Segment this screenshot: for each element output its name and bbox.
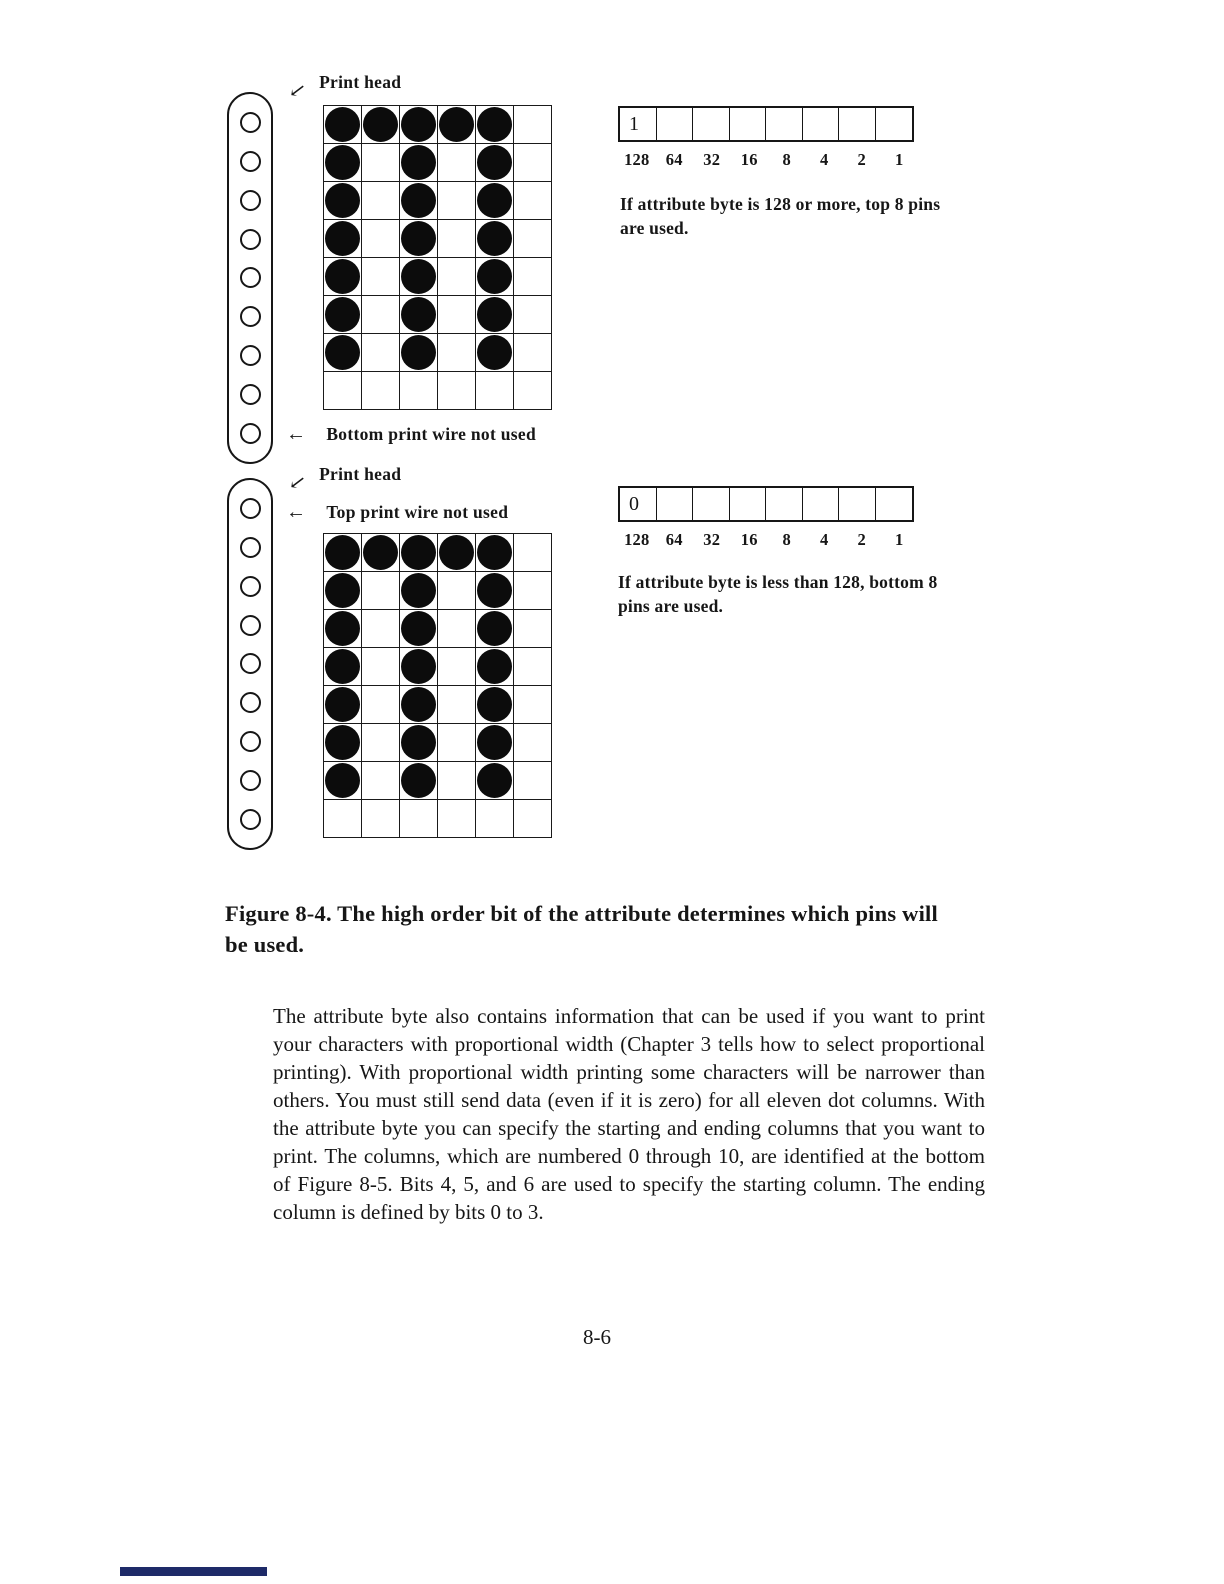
- grid-cell: [438, 534, 476, 572]
- grid-cell: [324, 220, 362, 258]
- grid-cell: [438, 724, 476, 762]
- byte-bit-cell: [730, 108, 767, 140]
- grid-cell: [438, 648, 476, 686]
- grid-cell: [514, 106, 552, 144]
- grid-cell: [514, 258, 552, 296]
- grid-cell: [476, 534, 514, 572]
- scan-artifact-bar: [120, 1567, 267, 1576]
- printed-dot: [363, 535, 398, 570]
- grid-cell: [400, 144, 438, 182]
- printed-dot: [401, 535, 436, 570]
- body-paragraph: The attribute byte also contains information that can be used if you want to print your characters with proportional width (Chapter 3 tells how to select proportional printing). With proportional width printing some characters will be narrower than others. You must still send data (even if it is zero) for all eleven dot columns. With the attribute byte you can specify the starting and ending columns that you want to print. The columns, which are numbered 0 through 10, are identified at the bottom of Figure 8-5. Bits 4, 5, and 6 are used to specify the starting column. The ending column is defined by bits 0 to 3.: [273, 1004, 985, 1224]
- byte-bit-cell: [693, 108, 730, 140]
- grid-cell: [438, 372, 476, 410]
- grid-cell: [400, 182, 438, 220]
- printed-dot: [401, 573, 436, 608]
- byte-bit-cell: [730, 488, 767, 520]
- printed-dot: [477, 335, 512, 370]
- grid-cell: [476, 610, 514, 648]
- printed-dot: [477, 221, 512, 256]
- byte-value-cell: 0: [620, 488, 657, 520]
- bit-weight-scale-bottom: [618, 530, 918, 550]
- grid-cell: [400, 534, 438, 572]
- byte-value-cell: 1: [620, 108, 657, 140]
- printed-dot: [325, 183, 360, 218]
- byte-bit-cell: [657, 108, 694, 140]
- grid-cell: [400, 296, 438, 334]
- printed-dot: [401, 297, 436, 332]
- grid-cell: [362, 800, 400, 838]
- grid-cell: [324, 724, 362, 762]
- grid-cell: [514, 686, 552, 724]
- print-pin: [240, 653, 261, 674]
- byte-bit-cell: [803, 108, 840, 140]
- grid-cell: [324, 258, 362, 296]
- printed-dot: [477, 535, 512, 570]
- grid-cell: [514, 800, 552, 838]
- bit-weight-label: 16: [740, 530, 758, 549]
- grid-cell: [514, 572, 552, 610]
- printed-dot: [477, 687, 512, 722]
- byte-bit-cell: [839, 488, 876, 520]
- figure-caption: Figure 8-4. The high order bit of the attribute determines which pins will be used.: [225, 901, 938, 957]
- grid-cell: [438, 610, 476, 648]
- grid-cell: [476, 144, 514, 182]
- grid-cell: [476, 724, 514, 762]
- grid-cell: [438, 144, 476, 182]
- grid-cell: [476, 372, 514, 410]
- bit-weight-label: 4: [820, 530, 829, 549]
- grid-cell: [476, 762, 514, 800]
- attribute-note-top: If attribute byte is 128 or more, top 8 pins are used.: [620, 194, 941, 238]
- printed-dot: [325, 107, 360, 142]
- grid-cell: [514, 144, 552, 182]
- grid-cell: [324, 372, 362, 410]
- printed-dot: [325, 297, 360, 332]
- attribute-byte-box-top: [618, 106, 914, 142]
- grid-cell: [438, 800, 476, 838]
- grid-cell: [514, 296, 552, 334]
- printed-dot: [401, 183, 436, 218]
- grid-cell: [400, 724, 438, 762]
- arrow-left-icon: ←: [286, 501, 307, 523]
- grid-cell: [362, 220, 400, 258]
- grid-cell: [324, 296, 362, 334]
- grid-cell: [324, 610, 362, 648]
- printed-dot: [363, 107, 398, 142]
- grid-cell: [514, 648, 552, 686]
- bit-weight-label: 2: [857, 530, 866, 549]
- printed-dot: [477, 573, 512, 608]
- print-pin: [240, 345, 261, 366]
- grid-cell: [438, 106, 476, 144]
- top-wire-note-text: Top print wire not used: [326, 502, 509, 522]
- grid-cell: [476, 572, 514, 610]
- grid-cell: [324, 648, 362, 686]
- printed-dot: [401, 335, 436, 370]
- printed-dot: [325, 535, 360, 570]
- printed-dot: [325, 145, 360, 180]
- printed-dot: [401, 145, 436, 180]
- grid-cell: [514, 534, 552, 572]
- bit-weight-label: 32: [703, 150, 721, 169]
- grid-cell: [362, 334, 400, 372]
- grid-cell: [324, 686, 362, 724]
- grid-cell: [400, 220, 438, 258]
- printed-dot: [477, 297, 512, 332]
- arrow-down-left-icon: ↙: [287, 78, 308, 104]
- print-head-label-text: Print head: [319, 464, 402, 484]
- print-pin: [240, 190, 261, 211]
- bit-weight-label: 128: [624, 530, 650, 549]
- bit-weight-label: 32: [703, 530, 721, 549]
- print-pin: [240, 423, 261, 444]
- grid-cell: [362, 762, 400, 800]
- grid-cell: [400, 334, 438, 372]
- bottom-wire-note: [286, 424, 536, 445]
- grid-cell: [400, 372, 438, 410]
- print-pin: [240, 770, 261, 791]
- grid-cell: [514, 724, 552, 762]
- grid-cell: [400, 800, 438, 838]
- print-head-top: [227, 92, 273, 464]
- printed-dot: [477, 145, 512, 180]
- printed-dot: [325, 573, 360, 608]
- grid-cell: [514, 182, 552, 220]
- grid-cell: [362, 182, 400, 220]
- grid-cell: [362, 144, 400, 182]
- grid-cell: [400, 762, 438, 800]
- grid-cell: [362, 724, 400, 762]
- print-head-label-text: Print head: [319, 72, 402, 92]
- grid-cell: [324, 572, 362, 610]
- bottom-wire-note-text: Bottom print wire not used: [326, 424, 537, 444]
- byte-bit-cell: [803, 488, 840, 520]
- bit-weight-label: 64: [665, 530, 683, 549]
- byte-bit-cell: [876, 108, 913, 140]
- print-pin: [240, 306, 261, 327]
- grid-cell: [514, 610, 552, 648]
- grid-cell: [438, 334, 476, 372]
- bit-weight-label: 128: [624, 150, 650, 169]
- print-pin: [240, 498, 261, 519]
- print-pin: [240, 692, 261, 713]
- grid-cell: [362, 258, 400, 296]
- top-wire-note: [286, 502, 508, 523]
- printed-dot: [477, 725, 512, 760]
- grid-cell: [438, 220, 476, 258]
- printed-dot: [325, 763, 360, 798]
- print-head-bottom: [227, 478, 273, 850]
- print-pin: [240, 384, 261, 405]
- printed-dot: [325, 649, 360, 684]
- dot-matrix-grid-bottom: [323, 533, 552, 838]
- bit-weight-scale-top: [618, 150, 918, 170]
- print-pin: [240, 731, 261, 752]
- byte-bit-cell: [657, 488, 694, 520]
- byte-bit-cell: [693, 488, 730, 520]
- grid-cell: [476, 296, 514, 334]
- grid-cell: [400, 648, 438, 686]
- printed-dot: [325, 611, 360, 646]
- print-head-label-bottom: [287, 464, 402, 496]
- printed-dot: [401, 687, 436, 722]
- print-pin: [240, 537, 261, 558]
- arrow-down-left-icon: ↙: [287, 470, 308, 496]
- printed-dot: [439, 107, 474, 142]
- bit-weight-label: 16: [740, 150, 758, 169]
- bit-weight-label: 4: [820, 150, 829, 169]
- bit-weight-label: 64: [665, 150, 683, 169]
- print-pin: [240, 151, 261, 172]
- byte-bit-cell: [876, 488, 913, 520]
- grid-cell: [400, 686, 438, 724]
- grid-cell: [476, 220, 514, 258]
- printed-dot: [325, 687, 360, 722]
- grid-cell: [476, 258, 514, 296]
- printed-dot: [439, 535, 474, 570]
- printed-dot: [325, 259, 360, 294]
- printed-dot: [477, 649, 512, 684]
- grid-cell: [514, 334, 552, 372]
- grid-cell: [514, 372, 552, 410]
- print-pin: [240, 576, 261, 597]
- grid-cell: [514, 220, 552, 258]
- grid-cell: [362, 610, 400, 648]
- grid-cell: [324, 762, 362, 800]
- printed-dot: [477, 611, 512, 646]
- grid-cell: [514, 762, 552, 800]
- bit-weight-label: 1: [895, 530, 904, 549]
- printed-dot: [401, 107, 436, 142]
- grid-cell: [362, 534, 400, 572]
- grid-cell: [362, 106, 400, 144]
- print-pin: [240, 112, 261, 133]
- grid-cell: [324, 106, 362, 144]
- grid-cell: [476, 334, 514, 372]
- bit-weight-label: 1: [895, 150, 904, 169]
- arrow-left-icon: ←: [286, 423, 307, 445]
- grid-cell: [324, 182, 362, 220]
- grid-cell: [400, 106, 438, 144]
- grid-cell: [476, 182, 514, 220]
- grid-cell: [476, 686, 514, 724]
- printed-dot: [477, 259, 512, 294]
- grid-cell: [438, 762, 476, 800]
- attribute-note-bottom: If attribute byte is less than 128, bottom 8 pins are used.: [618, 572, 938, 616]
- grid-cell: [362, 686, 400, 724]
- printed-dot: [401, 649, 436, 684]
- print-pin: [240, 809, 261, 830]
- grid-cell: [400, 572, 438, 610]
- grid-cell: [324, 144, 362, 182]
- grid-cell: [476, 106, 514, 144]
- printed-dot: [325, 221, 360, 256]
- printed-dot: [477, 183, 512, 218]
- byte-bit-cell: [766, 488, 803, 520]
- grid-cell: [362, 296, 400, 334]
- grid-cell: [324, 534, 362, 572]
- printed-dot: [325, 335, 360, 370]
- page-number: 8-6: [583, 1325, 611, 1349]
- printed-dot: [401, 725, 436, 760]
- grid-cell: [362, 572, 400, 610]
- grid-cell: [438, 182, 476, 220]
- printed-dot: [477, 107, 512, 142]
- dot-matrix-grid-top: [323, 105, 552, 410]
- grid-cell: [400, 610, 438, 648]
- print-pin: [240, 267, 261, 288]
- print-head-label-top: [287, 72, 402, 104]
- grid-cell: [438, 686, 476, 724]
- attribute-byte-box-bottom: [618, 486, 914, 522]
- grid-cell: [324, 800, 362, 838]
- bit-weight-label: 2: [857, 150, 866, 169]
- grid-cell: [400, 258, 438, 296]
- grid-cell: [476, 800, 514, 838]
- printed-dot: [401, 259, 436, 294]
- printed-dot: [477, 763, 512, 798]
- printed-dot: [401, 221, 436, 256]
- grid-cell: [362, 372, 400, 410]
- printed-dot: [401, 763, 436, 798]
- bit-weight-label: 8: [782, 530, 791, 549]
- grid-cell: [324, 334, 362, 372]
- grid-cell: [476, 648, 514, 686]
- byte-bit-cell: [839, 108, 876, 140]
- printed-dot: [325, 725, 360, 760]
- bit-weight-label: 8: [782, 150, 791, 169]
- printed-dot: [401, 611, 436, 646]
- grid-cell: [438, 258, 476, 296]
- grid-cell: [362, 648, 400, 686]
- byte-bit-cell: [766, 108, 803, 140]
- grid-cell: [438, 296, 476, 334]
- grid-cell: [438, 572, 476, 610]
- print-pin: [240, 229, 261, 250]
- print-pin: [240, 615, 261, 636]
